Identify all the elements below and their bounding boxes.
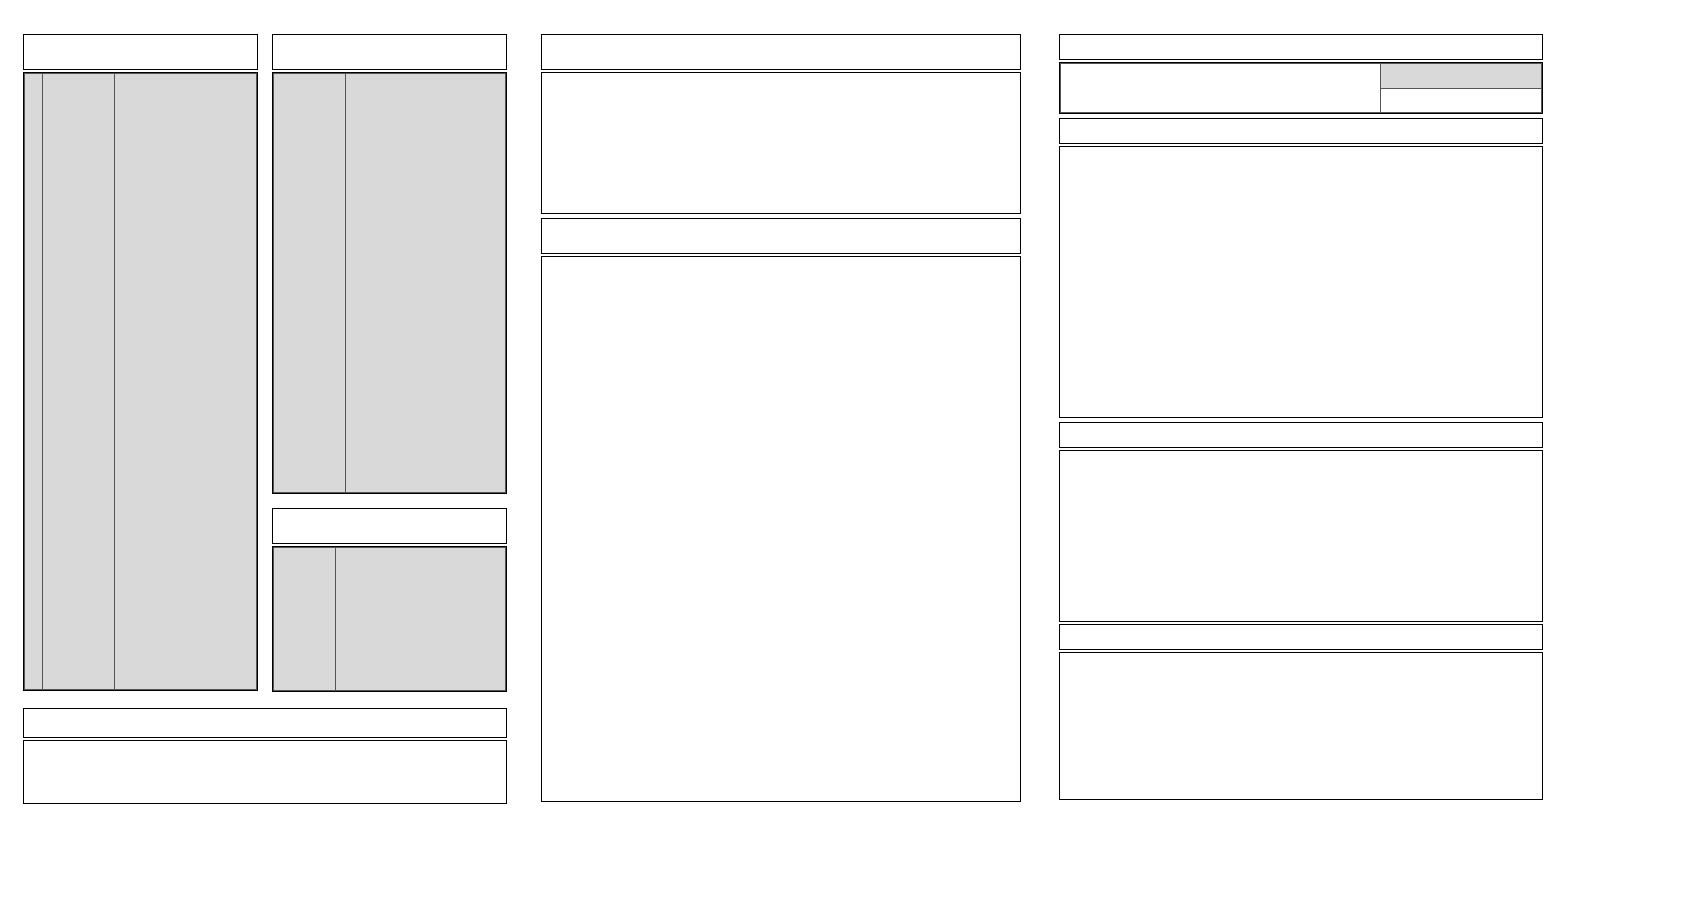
afternoon-service-header — [272, 34, 507, 70]
confession-title — [542, 35, 1020, 69]
confession-body — [541, 72, 1021, 214]
district-table — [1059, 146, 1543, 418]
morning-service-header — [23, 34, 258, 70]
kitchen-value — [1381, 88, 1542, 113]
morning-service-table — [23, 72, 258, 691]
wednesday-service-table — [272, 546, 507, 692]
meditation-header — [541, 218, 1021, 254]
support-title — [1060, 423, 1542, 447]
dawn-prayer-header — [23, 708, 507, 738]
wednesday-preacher — [336, 548, 506, 691]
district-meeting-table — [1060, 147, 1542, 417]
confession-header — [541, 34, 1021, 70]
officers-title — [1060, 625, 1542, 649]
wednesday-service-header — [272, 508, 507, 544]
wednesday-order-table — [273, 547, 506, 691]
dawn-prayer-table — [23, 740, 507, 804]
dawn-schedule-table — [24, 741, 506, 803]
morning-order-table — [24, 73, 257, 690]
officers-body — [1059, 652, 1543, 800]
cafeteria-header — [1059, 34, 1543, 60]
support-table — [1059, 450, 1543, 622]
meditation-body — [541, 256, 1021, 802]
support-list-table — [1060, 451, 1542, 621]
meditation-title — [542, 219, 1020, 253]
support-header — [1059, 422, 1543, 448]
afternoon-service-table — [272, 72, 507, 494]
cafeteria-body — [1059, 62, 1543, 114]
kitchen-label — [1381, 64, 1542, 89]
cafeteria-table — [1060, 63, 1542, 113]
district-header — [1059, 118, 1543, 144]
cafeteria-title — [1060, 35, 1542, 59]
officers-header — [1059, 624, 1543, 650]
afternoon-order-table — [273, 73, 506, 493]
